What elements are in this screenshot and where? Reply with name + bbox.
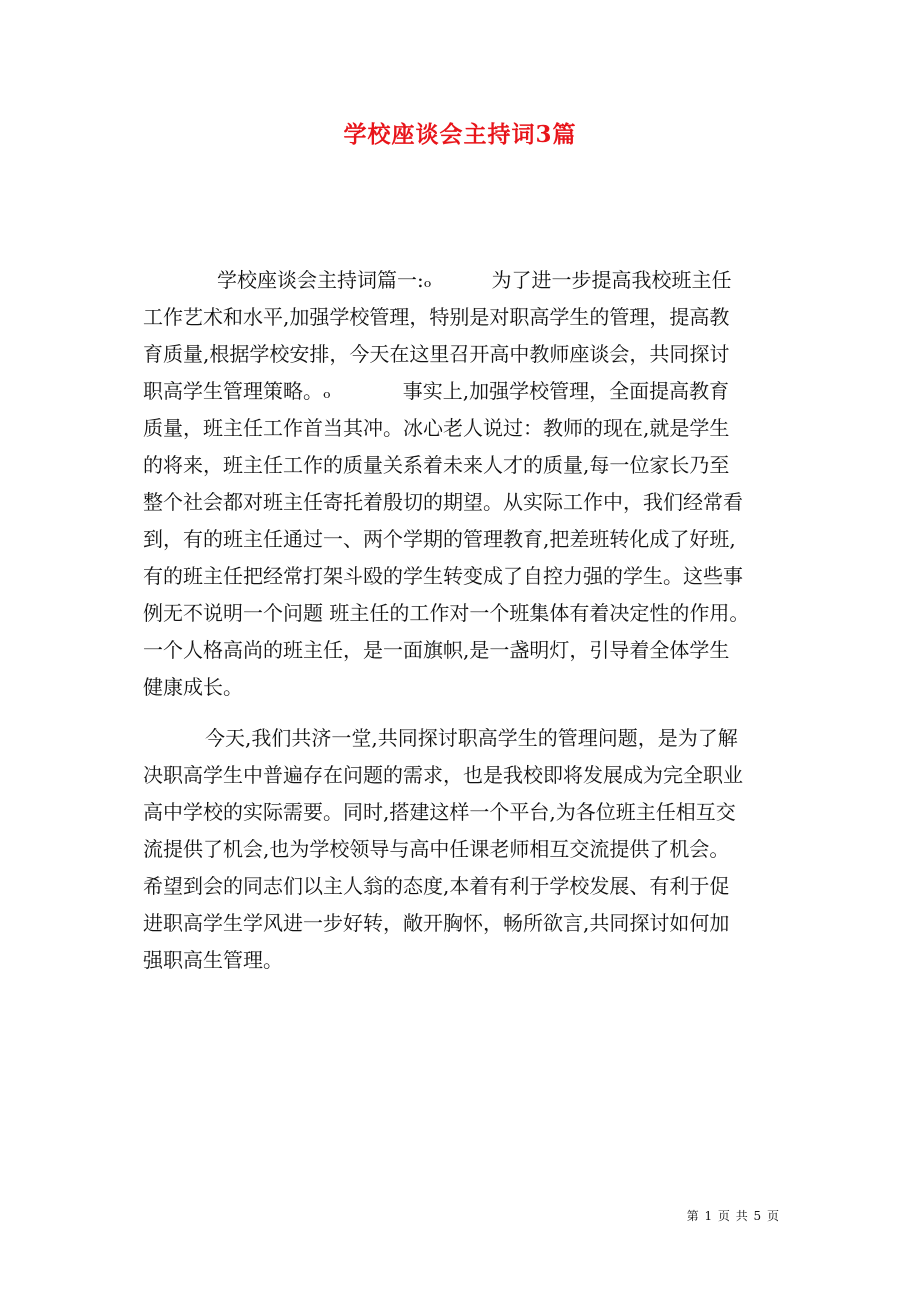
text-line: 流提供了机会,也为学校领导与高中任课老师相互交流提供了机会。 <box>143 837 730 861</box>
text-line: 高中学校的实际需要。同时,搭建这样一个平台,为各位班主任相互交 <box>143 800 736 824</box>
page-number-footer: 第 1 页 共 5 页 <box>686 1209 780 1223</box>
text-line: 进职高学生学风进一步好转，敞开胸怀，畅所欲言,共同探讨如何加 <box>143 911 730 935</box>
text-line: 育质量,根据学校安排，今天在这里召开高中教师座谈会，共同探讨 <box>143 342 730 366</box>
text-line: 希望到会的同志们以主人翁的态度,本着有利于学校发展、有利于促 <box>143 874 730 898</box>
text-segment: 为了进一步提高我校班主任 <box>491 268 732 292</box>
text-line: 工作艺术和水平,加强学校管理，特别是对职高学生的管理，提高教 <box>143 305 730 329</box>
text-line: 的将来，班主任工作的质量关系着未来人才的质量,每一位家长乃至 <box>143 453 730 477</box>
text-segment: 事实上,加强学校管理，全面提高教育 <box>402 379 730 403</box>
text-line <box>143 262 783 299</box>
text-line: 决职高学生中普遍存在问题的需求，也是我校即将发展成为完全职业 <box>143 763 743 787</box>
text-line: 整个社会都对班主任寄托着殷切的期望。从实际工作中，我们经常看 <box>143 490 743 514</box>
document-body <box>143 262 783 979</box>
document-title: 学校座谈会主持词3篇 <box>343 121 577 148</box>
text-line: 健康成长。 <box>143 675 243 699</box>
text-line: 到，有的班主任通过一、两个学期的管理教育,把差班转化成了好班, <box>143 527 736 551</box>
text-line: 例无不说明一个问题 班主任的工作对一个班集体有着决定性的作用。 <box>143 601 750 625</box>
text-line: 质量，班主任工作首当其冲。冰心老人说过：教师的现在,就是学生 <box>143 416 730 440</box>
paragraph <box>143 720 783 979</box>
text-segment: 职高学生管理策略。ₒ <box>143 379 331 403</box>
text-line: 强职高生管理。 <box>143 948 283 972</box>
text-line <box>143 373 783 410</box>
text-segment: 学校座谈会主持词篇一:ₒ <box>217 268 432 292</box>
text-line: 一个人格高尚的班主任，是一面旗帜,是一盏明灯，引导着全体学生 <box>143 638 730 662</box>
text-line: 今天,我们共济一堂,共同探讨职高学生的管理问题，是为了解 <box>205 726 738 750</box>
text-line: 有的班主任把经常打架斗殴的学生转变成了自控力强的学生。这些事 <box>143 564 743 588</box>
paragraph <box>143 262 783 706</box>
